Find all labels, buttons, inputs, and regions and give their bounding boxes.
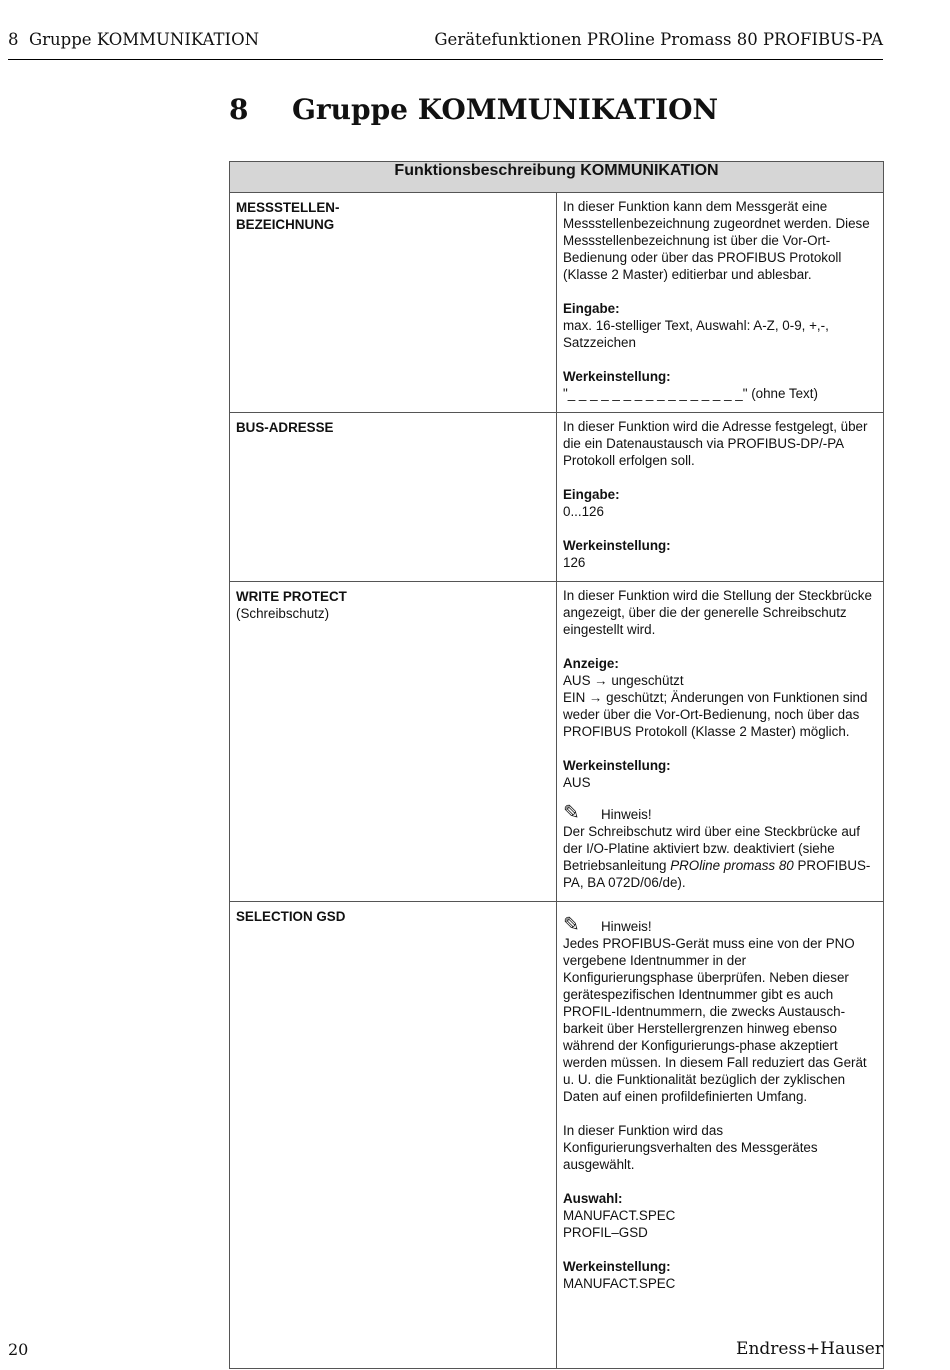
default-section bbox=[563, 537, 875, 571]
function-intro: In dieser Funktion wird die Stellung der Steckbrücke angezeigt, über die der generelle Schreibschutz eingestellt wird. bbox=[563, 588, 872, 637]
display-option: EIN → geschützt; Änderungen von Funktionen sind weder über die Vor-Ort-Bedienung, noch über das PROFIBUS Protokoll (Klasse 2 Master) möglich. bbox=[563, 690, 868, 739]
function-label bbox=[230, 582, 557, 902]
function-intro: In dieser Funktion wird die Adresse festgelegt, über die ein Datenaustausch via PROFIBUS-DP/-PA Protokoll erfolgen soll. bbox=[563, 419, 868, 468]
default-value: AUS bbox=[563, 775, 591, 790]
table-heading: Funktionsbeschreibung KOMMUNIKATION bbox=[230, 162, 884, 193]
input-section bbox=[563, 300, 875, 351]
chapter-title: Gruppe KOMMUNIKATION bbox=[292, 93, 719, 126]
function-label bbox=[230, 193, 557, 413]
selection-option: PROFIL–GSD bbox=[563, 1225, 648, 1240]
note-text bbox=[563, 823, 875, 891]
manual-title: PROline promass 80 bbox=[670, 858, 794, 873]
function-sublabel: (Schreibschutz) bbox=[236, 606, 330, 621]
note-text-end: PROFIBUS-PA, BA 072D/06/de). bbox=[563, 858, 871, 890]
note-section bbox=[563, 799, 875, 891]
header-document-title: Gerätefunktionen PROline Promass 80 PROFIBUS-PA bbox=[434, 30, 883, 49]
default-label: Werkeinstellung: bbox=[563, 758, 671, 773]
note-text-start: Der Schreibschutz wird über eine Steckbrücke auf der I/O-Platine aktiviert bzw. deaktiviert (siehe Betriebsanleitung bbox=[563, 824, 860, 873]
header-section-title: 8 Gruppe KOMMUNIKATION bbox=[8, 30, 260, 49]
default-value: MANUFACT.SPEC bbox=[563, 1276, 676, 1291]
selection-section bbox=[563, 1190, 875, 1241]
function-description bbox=[557, 902, 884, 1369]
function-intro: In dieser Funktion kann dem Messgerät eine Messstellenbezeichnung zugeordnet werden. Diese Messstellenbezeichnung ist über die Vor-Ort-Bedienung oder über das PROFIBUS Protokoll (Klasse 2 Master) editierbar und ablesbar. bbox=[563, 199, 870, 282]
function-description-table bbox=[229, 161, 884, 1369]
note-heading bbox=[563, 911, 875, 935]
page-number: 20 bbox=[8, 1340, 29, 1359]
selection-option: MANUFACT.SPEC bbox=[563, 1208, 676, 1223]
default-value: "_ _ _ _ _ _ _ _ _ _ _ _ _ _ _ _" (ohne Text) bbox=[563, 386, 818, 401]
input-value: max. 16-stelliger Text, Auswahl: A-Z, 0-9, +,-, Satzzeichen bbox=[563, 318, 829, 350]
default-section bbox=[563, 368, 875, 402]
input-section bbox=[563, 486, 875, 520]
default-label: Werkeinstellung: bbox=[563, 538, 671, 553]
note-heading bbox=[563, 799, 875, 823]
function-intro: In dieser Funktion wird das Konfigurierungsverhalten des Messgerätes ausgewählt. bbox=[563, 1123, 818, 1172]
note-section bbox=[563, 911, 875, 1105]
display-section bbox=[563, 655, 875, 740]
function-description bbox=[557, 582, 884, 902]
function-name: MESSSTELLEN- BEZEICHNUNG bbox=[236, 200, 340, 232]
table-header-row bbox=[230, 162, 884, 193]
table-row bbox=[230, 902, 884, 1369]
input-label: Eingabe: bbox=[563, 487, 620, 502]
function-name: SELECTION GSD bbox=[236, 909, 346, 924]
function-name: BUS-ADRESSE bbox=[236, 420, 334, 435]
chapter-heading bbox=[229, 93, 718, 126]
display-label: Anzeige: bbox=[563, 656, 619, 671]
pencil-icon: ✎ bbox=[563, 914, 580, 936]
selection-label: Auswahl: bbox=[563, 1191, 623, 1206]
chapter-number: 8 bbox=[229, 93, 249, 126]
input-label: Eingabe: bbox=[563, 301, 620, 316]
input-value: 0...126 bbox=[563, 504, 604, 519]
note-label: Hinweis! bbox=[601, 807, 652, 822]
table-row bbox=[230, 582, 884, 902]
function-label bbox=[230, 413, 557, 582]
table-row bbox=[230, 413, 884, 582]
default-section bbox=[563, 1258, 875, 1292]
default-section bbox=[563, 757, 875, 791]
function-name: WRITE PROTECT bbox=[236, 589, 347, 604]
function-label bbox=[230, 902, 557, 1369]
default-label: Werkeinstellung: bbox=[563, 369, 671, 384]
note-text: Jedes PROFIBUS-Gerät muss eine von der PNO vergebene Identnummer in der Konfigurierungsphase überprüfen. Neben dieser gerätespezifischen Identnummer gibt es auch PROFIL-Identnummern, die zwecks Austausch-barkeit über Herstellergrenzen hinweg ebenso während der Konfigurierungs-phase akzeptiert werden müssen. In diesem Fall reduziert das Gerät u. U. die Funktionalität bezüglich der zyklischen Daten auf einen profildefinierten Umfang. bbox=[563, 936, 867, 1104]
header-divider bbox=[8, 59, 883, 60]
default-label: Werkeinstellung: bbox=[563, 1259, 671, 1274]
brand-logo: Endress+Hauser bbox=[736, 1339, 883, 1359]
default-value: 126 bbox=[563, 555, 586, 570]
display-option: AUS → ungeschützt bbox=[563, 673, 684, 688]
pencil-icon: ✎ bbox=[563, 802, 580, 824]
function-description bbox=[557, 193, 884, 413]
function-description bbox=[557, 413, 884, 582]
note-label: Hinweis! bbox=[601, 919, 652, 934]
table-row bbox=[230, 193, 884, 413]
